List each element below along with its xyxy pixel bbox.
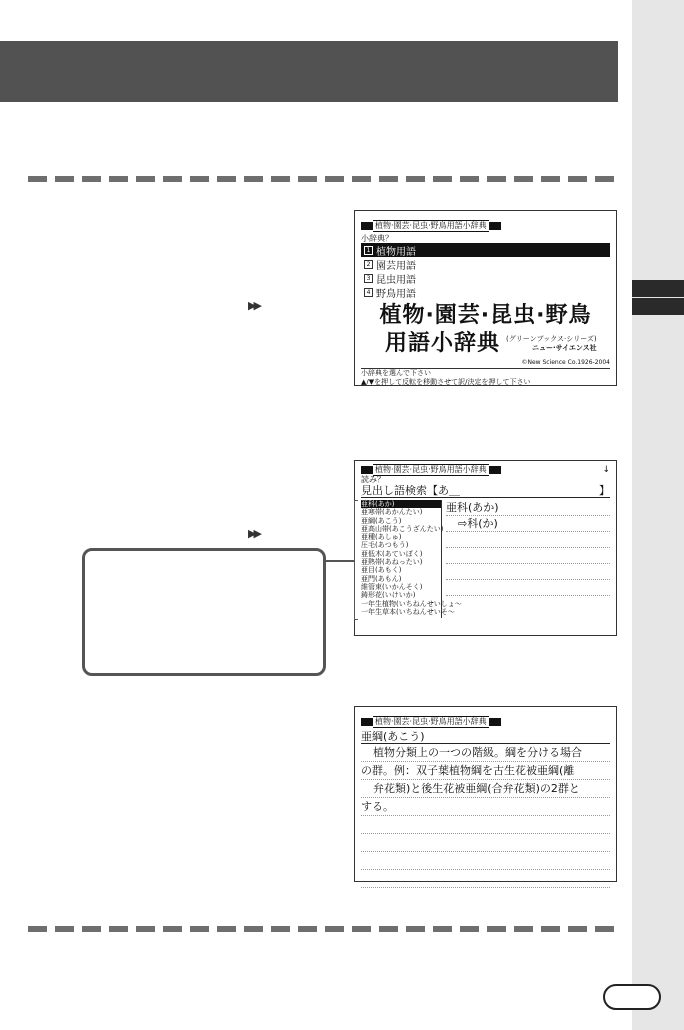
menu-prompt: 小辞典？ [361, 234, 393, 243]
hint-text-1: 小辞典を選んで下さい [361, 369, 431, 377]
menu-item-bird[interactable]: 4 野鳥用語 [361, 285, 610, 299]
entry-body-line: する。 [361, 798, 610, 816]
preview-blank-line [446, 548, 610, 564]
entry-blank-line [361, 852, 610, 870]
hint-text-2: ▲/▼を押して反転を移動させて訳/決定を押して下さい [361, 378, 531, 386]
list-item[interactable]: 圧毛(あつもう) [361, 541, 409, 550]
headword-list [361, 500, 462, 618]
dictionary-title-tag: 植物·園芸·昆虫·野鳥用語小辞典 [361, 465, 501, 475]
side-margin-strip [632, 0, 684, 1030]
search-bracket-end: 】 [599, 484, 610, 497]
list-item[interactable]: 亜門(あもん) [361, 574, 402, 583]
search-input[interactable]: 見出し語検索【あ＿ [361, 484, 460, 497]
preview-pane [442, 500, 610, 618]
preview-blank-line [446, 532, 610, 548]
device-screen-search [354, 460, 617, 636]
step-arrow-icon: ▶▶ [248, 299, 259, 312]
callout-leader-line [326, 560, 354, 562]
list-item[interactable]: 亜寒帯(あかんたい) [361, 508, 423, 517]
list-item[interactable]: 亜科(あか) [361, 500, 441, 508]
preview-reference: ⇨科(か) [446, 516, 610, 532]
device-screen-entry [354, 706, 617, 882]
entry-blank-line [361, 834, 610, 852]
entry-blank-line [361, 870, 610, 888]
device-screen-menu [354, 210, 617, 386]
list-item[interactable]: 鋳形花(いけいか) [361, 591, 416, 600]
dashed-divider-top [28, 176, 620, 182]
page-number-oval [603, 984, 661, 1010]
list-item[interactable]: 一年生植物(いちねんせいしょ～ [361, 599, 462, 608]
series-name: (グリーンブックス·シリーズ) [506, 335, 597, 343]
menu-item-insect[interactable]: 3 昆虫用語 [361, 271, 610, 285]
list-item[interactable]: 亜綱(あこう) [361, 516, 402, 525]
side-index-tab-upper [632, 280, 684, 297]
list-bracket [354, 500, 358, 620]
entry-body-line: 植物分類上の一つの階級。綱を分ける場合 [361, 744, 610, 762]
entry-body-line: 弁花類)と後生花被亜綱(合弁花類)の2群と [361, 780, 610, 798]
side-index-tab-lower [632, 298, 684, 315]
list-item[interactable]: 亜種(あしゅ) [361, 533, 402, 542]
preview-blank-line [446, 580, 610, 596]
publisher-name: ニュー·サイエンス社 [531, 344, 597, 352]
preview-blank-line [446, 564, 610, 580]
entry-headword: 亜綱(あこう) [361, 730, 610, 744]
callout-box [82, 548, 326, 676]
list-item[interactable]: 亜目(あもく) [361, 566, 402, 575]
dictionary-menu [361, 243, 610, 299]
section-header-bar [0, 41, 618, 102]
reading-prompt: 読み？ [361, 475, 385, 484]
preview-headword: 亜科(あか) [446, 500, 610, 516]
down-arrow-icon: ↓ [602, 465, 610, 475]
entry-body-line: の群。例：双子葉植物綱を古生花被亜綱(離 [361, 762, 610, 780]
list-item[interactable]: 維管束(いかんそく) [361, 582, 423, 591]
dictionary-title-tag: 植物·園芸·昆虫·野鳥用語小辞典 [361, 221, 501, 231]
dictionary-logo-line1: 植物·園芸·昆虫·野鳥 [379, 303, 592, 328]
copyright-text: ©New Science Co.1926-2004 [521, 359, 610, 366]
list-item[interactable]: 亜熱帯(あねったい) [361, 558, 423, 567]
dictionary-title-tag: 植物·園芸·昆虫·野鳥用語小辞典 [361, 717, 501, 727]
dashed-divider-bottom [28, 926, 620, 932]
entry-body [361, 744, 610, 888]
step-arrow-icon: ▶▶ [248, 527, 259, 540]
list-item[interactable]: 亜高山帯(あこうざんたい) [361, 524, 444, 533]
list-item[interactable]: 亜低木(あていぼく) [361, 549, 423, 558]
dictionary-logo-line2: 用語小辞典 [385, 331, 501, 356]
list-item[interactable]: 一年生草本(いちねんせいそ～ [361, 607, 455, 616]
menu-item-plant[interactable]: 1 植物用語 [361, 243, 610, 257]
menu-item-garden[interactable]: 2 園芸用語 [361, 257, 610, 271]
entry-blank-line [361, 816, 610, 834]
